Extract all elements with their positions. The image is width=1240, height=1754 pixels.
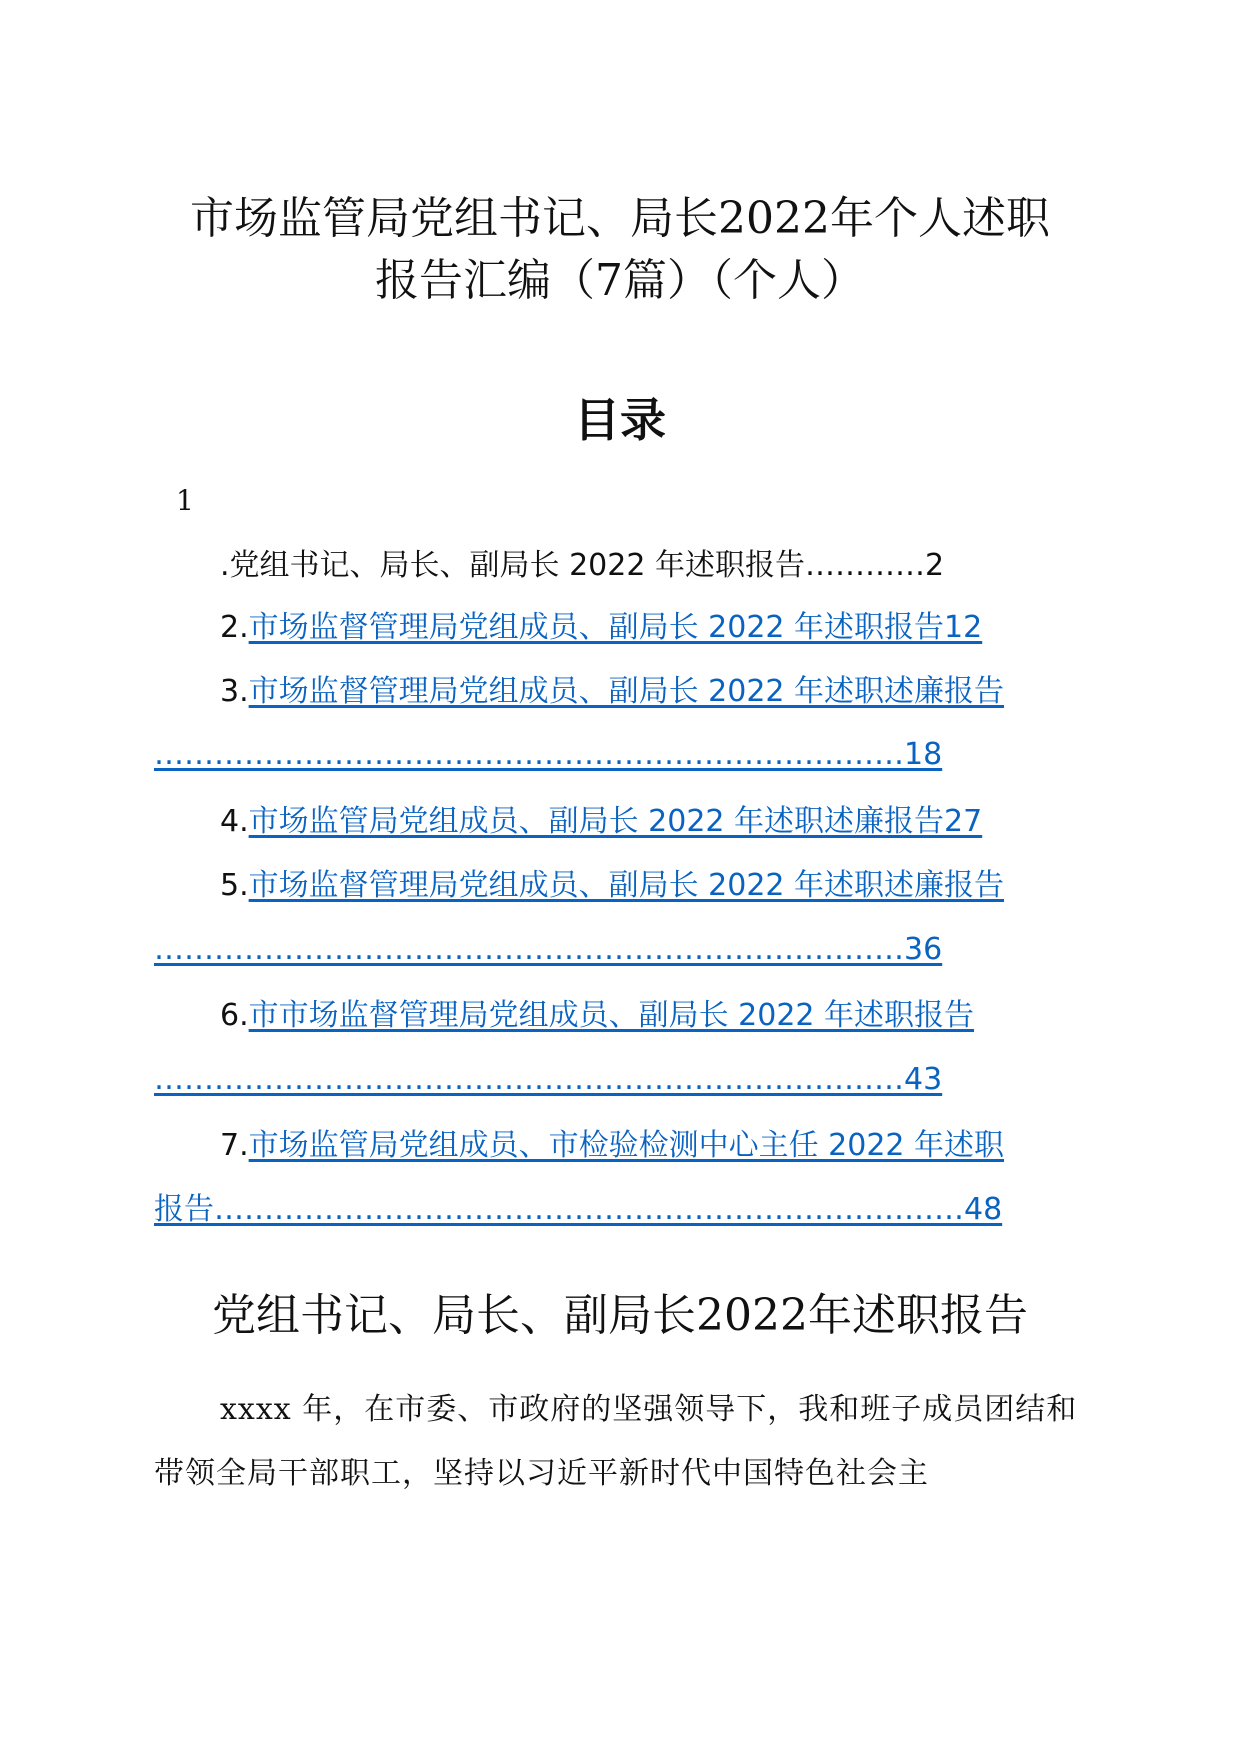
toc-item-5-index: 5.	[220, 868, 249, 903]
toc-item-4-link[interactable]: 市场监管局党组成员、副局长 2022 年述职述廉报告27	[248, 804, 983, 839]
section-title-text-1: 党组书记、局长、副局长	[212, 1290, 696, 1341]
toc-item-2[interactable]	[154, 608, 1094, 648]
document-title	[150, 188, 1090, 312]
section-title	[150, 1286, 1090, 1346]
document-title-line-2	[150, 250, 1090, 312]
document-title-line-1	[150, 188, 1090, 250]
toc-first-marker: 1	[176, 484, 194, 517]
title-text-2: 年个人述职	[829, 193, 1050, 244]
toc-item-3-index: 3.	[220, 674, 249, 709]
toc-item-5[interactable]	[154, 866, 1094, 906]
toc-item-7[interactable]	[154, 1126, 1094, 1166]
toc-item-3[interactable]	[154, 672, 1094, 712]
toc-item-7-index: 7.	[220, 1128, 249, 1163]
toc-item-3-page-link[interactable]: …………………………………………………………………18	[154, 737, 943, 772]
toc-heading: 目录	[574, 393, 666, 447]
toc-item-2-link[interactable]: 市场监督管理局党组成员、副局长 2022 年述职报告12	[248, 610, 983, 645]
title-count: 7	[595, 255, 623, 306]
toc-item-3-link[interactable]: 市场监督管理局党组成员、副局长 2022 年述职述廉报告	[248, 674, 1005, 709]
toc-item-6-index: 6.	[220, 998, 249, 1033]
section-title-year: 2022	[696, 1290, 808, 1341]
toc-item-5-continuation[interactable]	[154, 930, 1094, 970]
title-year: 2022	[718, 193, 830, 244]
body-paragraph	[154, 1378, 1094, 1506]
toc-item-6-continuation[interactable]	[154, 1060, 1094, 1100]
toc-item-5-page-link[interactable]: …………………………………………………………………36	[154, 932, 943, 967]
section-title-text-2: 年述职报告	[807, 1290, 1028, 1341]
toc-item-6-link[interactable]: 市市场监督管理局党组成员、副局长 2022 年述职报告	[248, 998, 975, 1033]
title-text-3: 报告汇编（	[375, 255, 595, 306]
body-placeholder-year: xxxx	[220, 1392, 292, 1427]
title-text-4: 篇）（个人）	[623, 255, 865, 306]
toc-item-7-link[interactable]: 市场监管局党组成员、市检验检测中心主任 2022 年述职	[248, 1128, 1005, 1163]
toc-item-7-page-link[interactable]: 报告…………………………………………………………………48	[154, 1192, 1003, 1227]
toc-item-2-index: 2.	[220, 610, 249, 645]
title-text-1: 市场监管局党组书记、局长	[190, 193, 718, 244]
toc-item-6[interactable]	[154, 996, 1094, 1036]
toc-item-5-link[interactable]: 市场监督管理局党组成员、副局长 2022 年述职述廉报告	[248, 868, 1005, 903]
toc-item-6-page-link[interactable]: …………………………………………………………………43	[154, 1062, 943, 1097]
toc-item-4-index: 4.	[220, 804, 249, 839]
toc-item-7-continuation[interactable]	[154, 1190, 1094, 1230]
toc-item-1-text[interactable]: .党组书记、局长、副局长 2022 年述职报告…………2	[220, 548, 945, 583]
toc-item-1[interactable]	[154, 546, 1094, 586]
body-paragraph-text: 年，在市委、市政府的坚强领导下，我和班子成员团结和带领全局干部职工，坚持以习近平新时代中国特色社会主	[154, 1392, 1078, 1491]
toc-item-3-continuation[interactable]	[154, 735, 1094, 775]
toc-item-4[interactable]	[154, 802, 1094, 842]
